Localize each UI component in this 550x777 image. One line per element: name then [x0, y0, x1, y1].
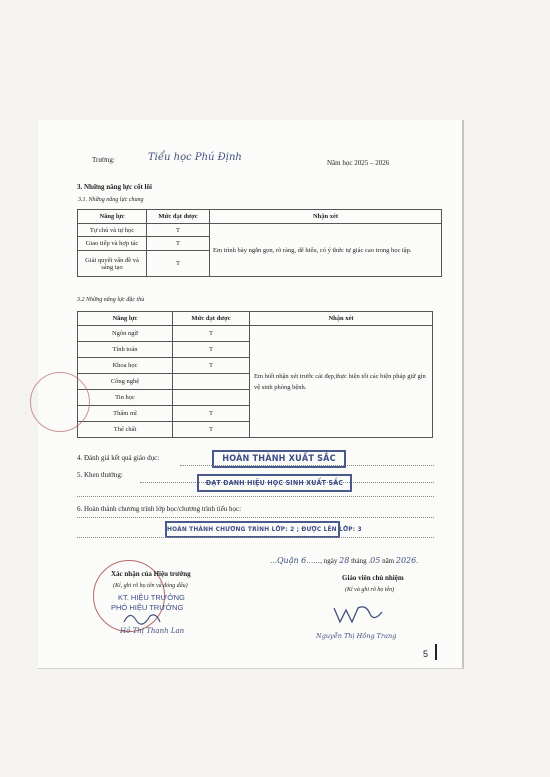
date-year: 2026	[395, 556, 417, 565]
school-year: Năm học 2025 – 2026	[327, 159, 390, 167]
date-line: …Quận 6……, ngày 28 tháng .05 năm 2026.	[270, 556, 418, 565]
col-header: Mức đạt được	[173, 312, 250, 326]
col-header: Năng lực	[78, 312, 173, 326]
date-text: tháng	[351, 557, 367, 565]
competency-level: T	[173, 358, 250, 374]
competency-level: T	[147, 237, 210, 251]
principal-note: (Kí, ghi rõ họ tên và đóng dấu)	[113, 583, 188, 589]
date-text: , ngày	[320, 557, 338, 565]
col-header: Năng lực	[78, 210, 147, 224]
page-edge-mark	[435, 644, 437, 660]
competency-level: T	[147, 251, 210, 277]
award-label: 5. Khen thưởng:	[77, 471, 123, 479]
date-place: Quận 6	[277, 556, 307, 565]
competency-level: T	[173, 342, 250, 358]
specific-comment: Em biết nhận xét trước cái đẹp,thực hiện tốt các biện pháp giữ gìn vệ sinh phòng bệnh.	[250, 326, 433, 438]
school-name-handwritten: Tiểu học Phú Định	[148, 152, 242, 163]
date-day: 28	[339, 556, 350, 565]
completion-label: 6. Hoàn thành chương trình lớp học/chương trình tiểu học:	[77, 505, 242, 513]
principal-signature	[120, 608, 170, 628]
competency-name: Giao tiếp và hợp tác	[78, 237, 147, 251]
dotted-line	[77, 537, 434, 538]
competency-level: T	[147, 224, 210, 237]
dotted-line	[77, 496, 434, 497]
teacher-title: Giáo viên chủ nhiệm	[342, 574, 404, 582]
date-text: năm	[382, 557, 395, 565]
competency-name: Thẩm mĩ	[78, 406, 173, 422]
competency-name: Tính toán	[78, 342, 173, 358]
competency-name: Khoa học	[78, 358, 173, 374]
specific-competency-table	[77, 311, 433, 438]
principal-name: Hồ Thị Thanh Lan	[120, 627, 185, 635]
principal-stamp-line1: KT. HIỆU TRƯỞNG	[118, 593, 185, 602]
result-stamp: HOÀN THÀNH XUẤT SẮC	[212, 450, 346, 468]
teacher-note: (Kí và ghi rõ họ tên)	[345, 587, 395, 593]
col-header: Nhận xét	[250, 312, 433, 326]
principal-stamp-line2: PHÓ HIỆU TRƯỞNG	[111, 603, 184, 612]
general-comment: Em trình bày ngắn gọn, rõ ràng, dễ hiểu, có ý thức tự giác cao trong học tập.	[210, 224, 442, 277]
date-month: 05	[370, 556, 381, 565]
competency-name: Tin học	[78, 390, 173, 406]
competency-level: T	[173, 326, 250, 342]
teacher-signature	[330, 600, 390, 626]
competency-name: Thể chất	[78, 422, 173, 438]
competency-name: Giải quyết vấn đề và sáng tạo	[78, 251, 147, 277]
competency-level: T	[173, 406, 250, 422]
competency-level	[173, 390, 250, 406]
competency-level: T	[173, 422, 250, 438]
teacher-name: Nguyễn Thị Hồng Trang	[316, 632, 397, 640]
page-number: 5	[423, 649, 429, 659]
competency-name: Công nghệ	[78, 374, 173, 390]
col-header: Nhận xét	[210, 210, 442, 224]
general-competency-table	[77, 209, 442, 277]
subsection-general: 3.1. Những năng lực chung	[78, 197, 144, 203]
col-header: Mức đạt được	[147, 210, 210, 224]
subsection-specific: 3.2 Những năng lực đặc thù	[77, 297, 145, 303]
school-seal-partial	[30, 372, 90, 432]
completion-stamp: HOÀN THÀNH CHƯƠNG TRÌNH LỚP: 2 ; ĐƯỢC LÊN LỚP: 3	[165, 521, 340, 538]
award-stamp: ĐẠT DANH HIỆU HỌC SINH XUẤT SẮC	[197, 474, 352, 492]
section-title: 3. Những năng lực cốt lõi	[77, 183, 152, 191]
competency-name: Ngôn ngữ	[78, 326, 173, 342]
eval-label: 4. Đánh giá kết quả giáo dục:	[77, 454, 160, 462]
dotted-line	[77, 517, 434, 518]
competency-name: Tự chủ và tự học	[78, 224, 147, 237]
school-label: Trường:	[92, 156, 115, 164]
principal-title: Xác nhận của Hiệu trưởng	[111, 570, 191, 578]
competency-level	[173, 374, 250, 390]
